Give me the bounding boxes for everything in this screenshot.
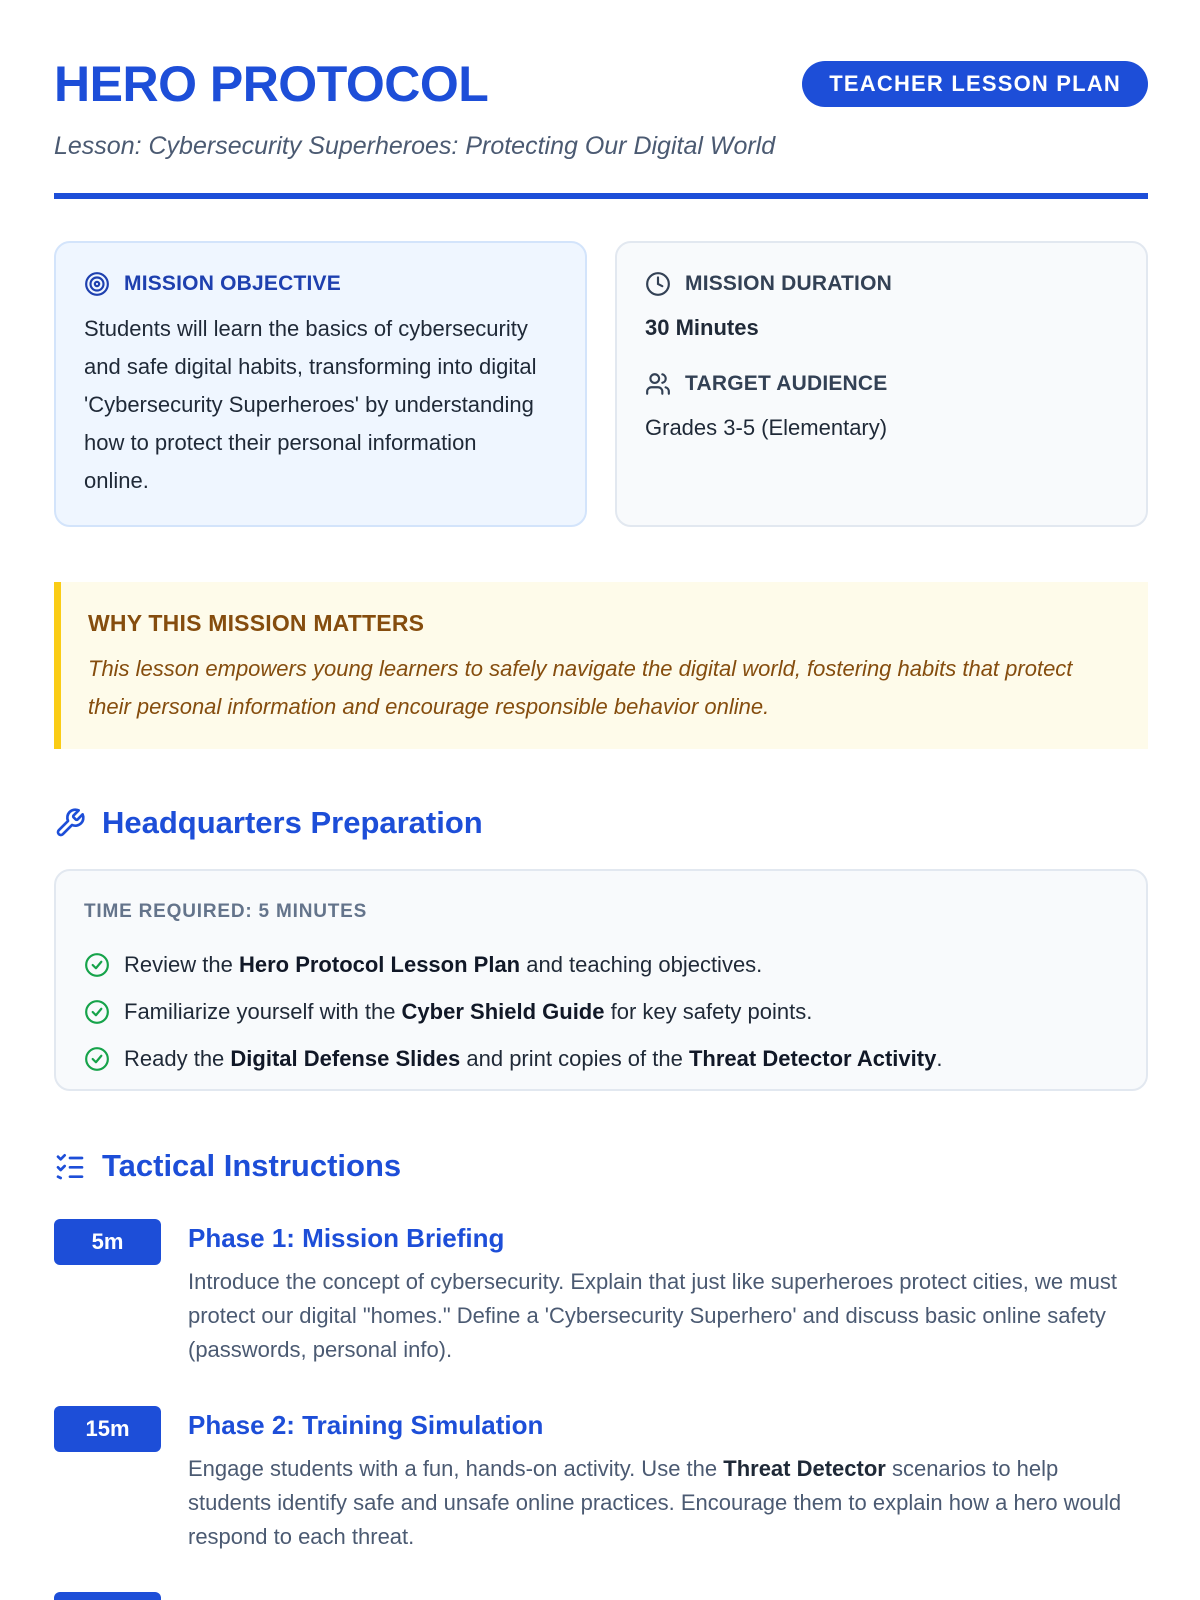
list-item-text: Familiarize yourself with the Cyber Shield Guide for key safety points. xyxy=(124,998,813,1024)
preparation-list xyxy=(84,941,942,1082)
wrench-icon xyxy=(54,807,86,839)
page-title: HERO PROTOCOL xyxy=(54,56,489,112)
header-divider xyxy=(54,193,1148,199)
phase-title: Phase 2: Training Simulation xyxy=(188,1410,544,1440)
list-item xyxy=(84,988,942,1035)
tactical-instructions-label: Tactical Instructions xyxy=(102,1148,402,1183)
mission-duration-label: MISSION DURATION xyxy=(685,272,892,295)
list-item xyxy=(84,941,942,988)
check-circle-icon xyxy=(84,952,110,978)
why-mission-matters-heading: WHY THIS MISSION MATTERS xyxy=(88,610,425,636)
mission-objective-card xyxy=(54,241,587,527)
mission-duration-value: 30 Minutes xyxy=(645,315,759,340)
phase-description: Engage students with a fun, hands-on activity. Use the Threat Detector scenarios to help students identify safe and unsafe online practices. Encourage them to explain how a hero would respond to each threat. xyxy=(188,1456,1122,1549)
phase-duration-badge xyxy=(54,1592,161,1600)
mission-objective-heading xyxy=(84,271,341,297)
list-item xyxy=(84,1035,942,1082)
tactical-instructions-heading xyxy=(54,1148,401,1184)
mission-details-card xyxy=(615,241,1148,527)
phase-description: Introduce the concept of cybersecurity. Explain that just like superheroes protect cities, we must protect our digital "homes." Define a 'Cybersecurity Superhero' and discuss basic online safety (passwords, personal info). xyxy=(188,1269,1117,1362)
list-item-text: Review the Hero Protocol Lesson Plan and teaching objectives. xyxy=(124,951,763,977)
mission-duration-heading xyxy=(645,271,892,297)
lesson-subtitle: Lesson: Cybersecurity Superheroes: Protecting Our Digital World xyxy=(54,132,776,160)
target-audience-heading xyxy=(645,371,888,397)
preparation-box xyxy=(54,869,1148,1091)
mission-objective-text: Students will learn the basics of cybersecurity and safe digital habits, transforming into digital 'Cybersecurity Superheroes' by understanding how to protect their personal information online. xyxy=(84,316,537,493)
check-circle-icon xyxy=(84,1046,110,1072)
teacher-lesson-plan-badge: TEACHER LESSON PLAN xyxy=(802,61,1148,107)
headquarters-preparation-label: Headquarters Preparation xyxy=(102,805,483,840)
clock-icon xyxy=(645,271,671,297)
phase-title: Phase 1: Mission Briefing xyxy=(188,1223,505,1253)
phase-duration-badge: 5m xyxy=(54,1219,161,1265)
target-audience-value: Grades 3-5 (Elementary) xyxy=(645,415,888,440)
checklist-icon xyxy=(54,1150,86,1182)
mission-objective-label: MISSION OBJECTIVE xyxy=(124,272,341,295)
target-audience-label: TARGET AUDIENCE xyxy=(685,372,888,395)
phase-duration-badge: 15m xyxy=(54,1406,161,1452)
check-circle-icon xyxy=(84,999,110,1025)
why-mission-matters-text: This lesson empowers young learners to safely navigate the digital world, fostering habits that protect their personal information and encourage responsible behavior online. xyxy=(88,656,1073,719)
time-required-label: TIME REQUIRED: 5 MINUTES xyxy=(84,901,368,922)
list-item-text: Ready the Digital Defense Slides and print copies of the Threat Detector Activity. xyxy=(124,1045,943,1071)
headquarters-preparation-heading xyxy=(54,805,483,841)
why-mission-matters-callout xyxy=(54,582,1148,749)
users-icon xyxy=(645,371,671,397)
lesson-plan-page xyxy=(54,0,1148,1600)
target-icon xyxy=(84,271,110,297)
